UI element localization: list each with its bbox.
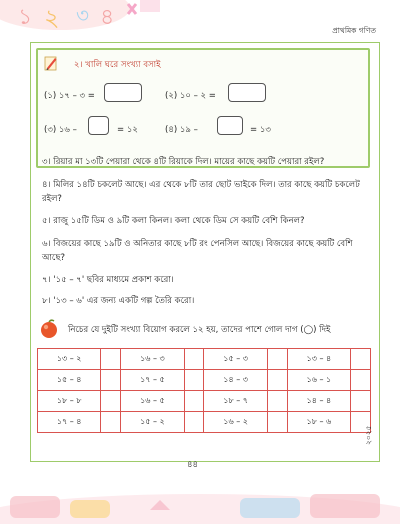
circle-slot[interactable]: [267, 412, 287, 433]
grid-cell: ১৬ – ২: [204, 412, 267, 433]
answer-box-4[interactable]: [217, 116, 243, 135]
circle-slot[interactable]: [267, 349, 287, 370]
answer-box-2[interactable]: [228, 83, 266, 102]
circle-slot[interactable]: [184, 412, 204, 433]
book-title: প্রাথমিক গণিত: [332, 26, 376, 35]
grid-cell: ১৮ – ৮: [38, 391, 101, 412]
side-year: ২০২৫: [364, 425, 373, 445]
grid-row: [38, 370, 371, 391]
question-4: ৪। মিলির ১৪টি চকলেট আছে। এর থেকে ৮টি তার ছোট ভাইকে দিল। তার কাছে কয়টি চকলেট রইল?: [42, 180, 360, 204]
circle-slot[interactable]: [101, 412, 121, 433]
circle-slot[interactable]: [101, 349, 121, 370]
grid-cell: ১৫ – ২: [121, 412, 184, 433]
question-7: ৭। '১৫ – ৭' ছবির মাধ্যমে প্রকাশ করো।: [42, 275, 174, 285]
problem-1: (১) ১৭ – ৩ =: [44, 91, 95, 101]
circle-slot[interactable]: [101, 370, 121, 391]
circle-slot[interactable]: [101, 391, 121, 412]
apple-icon: [39, 319, 59, 339]
circle-slot[interactable]: [351, 391, 371, 412]
problem-4-result: = ১৩: [250, 125, 271, 135]
subtraction-grid: [37, 348, 371, 433]
circle-slot[interactable]: [351, 370, 371, 391]
activity-instruction: নিচের যে দুইটি সংখ্যা বিয়োগ করলে ১২ হয়, তাদের পাশে গোল দাগ (◯) দিই: [68, 325, 331, 335]
grid-row: [38, 412, 371, 433]
circle-slot[interactable]: [184, 370, 204, 391]
page-number: ৪৪: [187, 460, 199, 470]
circle-slot[interactable]: [184, 349, 204, 370]
grid-cell: ১৬ – ৩: [121, 349, 184, 370]
circle-slot[interactable]: [267, 391, 287, 412]
circle-slot[interactable]: [351, 349, 371, 370]
problem-3: (৩) ১৬ –: [44, 125, 77, 135]
answer-box-3[interactable]: [88, 116, 109, 135]
grid-cell: ১৮ – ৭: [204, 391, 267, 412]
exercise-title: ২। খালি ঘরে সংখ্যা বসাই: [74, 60, 161, 70]
circle-slot[interactable]: [267, 370, 287, 391]
grid-cell: ১৩ – ৪: [287, 349, 350, 370]
problem-2: (২) ১০ – ২ =: [165, 91, 216, 101]
problem-3-result: = ১২: [117, 125, 138, 135]
grid-cell: ১৮ – ৬: [287, 412, 350, 433]
grid-cell: ১৪ – ৩: [204, 370, 267, 391]
question-6: ৬। বিজয়ের কাছে ১৯টি ও অনিতার কাছে ৮টি রং পেনসিল আছে। বিজয়ের কাছে কয়টি বেশি আছে?: [42, 239, 353, 263]
grid-cell: ১৭ – ৫: [121, 370, 184, 391]
grid-cell: ১৫ – ৩: [204, 349, 267, 370]
svg-text:২: ২: [44, 4, 60, 32]
svg-text:৩: ৩: [76, 3, 90, 27]
grid-cell: ১৪ – ৪: [287, 391, 350, 412]
circle-slot[interactable]: [184, 391, 204, 412]
bottom-decoration: [0, 470, 400, 524]
question-8: ৮। '১৩ – ৬' এর জন্য একটি গল্প তৈরি করো।: [42, 296, 195, 306]
svg-text:৪: ৪: [100, 5, 115, 30]
grid-row: [38, 349, 371, 370]
question-5: ৫। রাজু ১৫টি ডিম ও ৯টি কলা কিনল। কলা থেকে ডিম সে কয়টি বেশি কিনল?: [42, 216, 305, 226]
grid-cell: ১৭ – ৪: [38, 412, 101, 433]
grid-row: [38, 391, 371, 412]
grid-cell: ১৬ – ১: [287, 370, 350, 391]
grid-cell: ১৩ – ২: [38, 349, 101, 370]
grid-cell: ১৬ – ৫: [121, 391, 184, 412]
question-3: ৩। রিয়ার মা ১৩টি পেয়ারা থেকে ৪টি রিয়াকে দিল। মায়ের কাছে কয়টি পেয়ারা রইল?: [42, 157, 325, 167]
grid-cell: ১৫ – ৪: [38, 370, 101, 391]
svg-text:১: ১: [18, 5, 33, 30]
problem-4: (৪) ১৯ –: [165, 125, 198, 135]
pencil-icon: [44, 55, 58, 71]
answer-box-1[interactable]: [104, 83, 142, 102]
